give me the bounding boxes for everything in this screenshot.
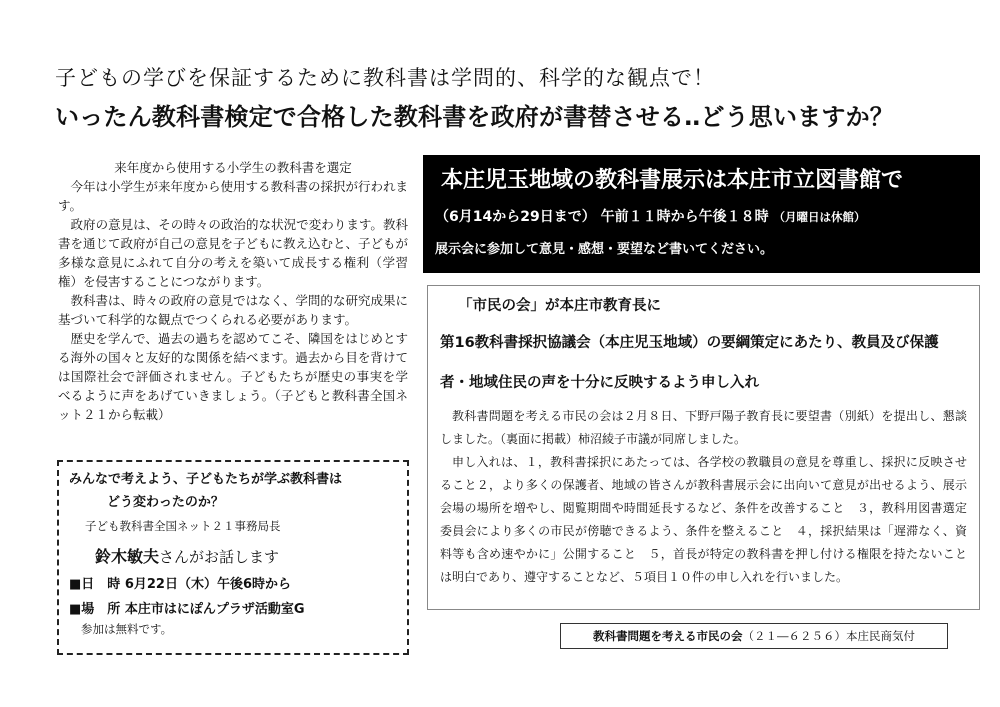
- banner-hours: 午前１１時から午後１８時: [600, 209, 769, 225]
- banner-cta: 展示会に参加して意見・感想・要望など書いてください。: [435, 242, 774, 257]
- notice-heading: 第16教科書採択協議会（本庄児玉地域）の要綱策定にあたり、教員及び保護者・地域住民の声を十分に反映するよう申し入れ: [440, 335, 939, 391]
- speaker-affiliation: 子ども教科書全国ネット２１事務局長: [85, 519, 281, 533]
- footer-contact: [560, 623, 948, 649]
- event-title-line1: みんなで考えよう、子どもたちが学ぶ教科書は: [69, 472, 343, 487]
- event-place-label: ■場 所: [69, 602, 121, 617]
- event-place: [69, 598, 397, 617]
- speaker-name: 鈴木敏夫: [95, 547, 160, 566]
- left-column: [58, 158, 408, 424]
- headline: いったん教科書検定で合格した教科書を政府が書替させる‥どう思いますか？: [55, 103, 895, 131]
- notice-box: [427, 285, 980, 610]
- event-title-line2: どう変わったのか？: [107, 495, 224, 510]
- left-paragraph: 今年は小学生が来年度から使用する教科書の採択が行われます。: [58, 179, 409, 213]
- banner-title: 本庄児玉地域の教科書展示は本庄市立図書館で: [441, 168, 904, 193]
- notice-title: 「市民の会」が本庄市教育長に: [458, 298, 661, 314]
- notice-body: [440, 405, 967, 589]
- left-paragraph: 歴史を学んで、過去の過ちを認めてこそ、隣国をはじめとする海外の国々と友好的な関係を結べます。過去から目を背けては国際社会で評価されません。子どもたちが歴史の事実を学べるように声をあげていきましょう。（子どもと教科書全国ネット２１から転載）: [58, 331, 408, 422]
- subtitle: 子どもの学びを保証するために教科書は学問的、科学的な観点で！: [55, 66, 715, 90]
- left-paragraph: 教科書は、時々の政府の意見ではなく、学問的な研究成果に基づいて科学的な観点でつくられる必要があります。: [58, 293, 408, 327]
- event-fee: 参加は無料です。: [81, 622, 173, 636]
- footer-contact-info: （２１―６２５６）本庄民商気付: [742, 629, 915, 643]
- notice-paragraph: 教科書問題を考える市民の会は２月８日、下野戸陽子教育長に要望書（別紙）を提出し、懇談しました。（裏面に掲載）柿沼綾子市議が同席しました。: [440, 409, 967, 446]
- notice-paragraph: 申し入れは、１，教科書採択にあたっては、各学校の教職員の意見を尊重し、採択に反映させること２，より多くの保護者、地域の皆さんが教科書展示会に出向いて意見が出せるよう、展示会場の場所を増やし、閲覧期間や時間延長するなど、条件を改善すること ３，教科用図書選定委員会により多くの市民が傍聴できるよう、条件を整えること ４，採択結果は「遅滞なく、資料等も含め速やかに」公開すること ５，首長が特定の教科書を押し付ける権限を持たないことは明白であり、遵守することなど、５項目１０件の申し入れを行いました。: [440, 455, 967, 584]
- exhibition-banner: [423, 155, 980, 273]
- left-paragraph: 政府の意見は、その時々の政治的な状況で変わります。教科書を通じて政府が自己の意見を子どもに教え込むと、子どもが多様な意見にふれて自分の考えを築いて成長する権利（学習権）を侵害することにつながります。: [58, 217, 409, 289]
- footer-org: 教科書問題を考える市民の会: [593, 629, 743, 643]
- event-date-value: 6月22日（木）午後6時から: [124, 577, 292, 592]
- banner-schedule: [435, 206, 968, 226]
- event-place-value: 本庄市はにぽんプラザ活動室G: [124, 602, 305, 617]
- event-date: [69, 573, 397, 592]
- banner-closed: （月曜日は休館）: [773, 210, 866, 224]
- banner-dates: （6月14から29日まで）: [435, 209, 596, 225]
- speaker-suffix: さんがお話します: [159, 548, 280, 566]
- event-date-label: ■日 時: [69, 577, 121, 592]
- event-box: [57, 460, 409, 655]
- left-column-heading: 来年度から使用する小学生の教科書を選定: [114, 160, 352, 175]
- speaker-line: [95, 544, 397, 567]
